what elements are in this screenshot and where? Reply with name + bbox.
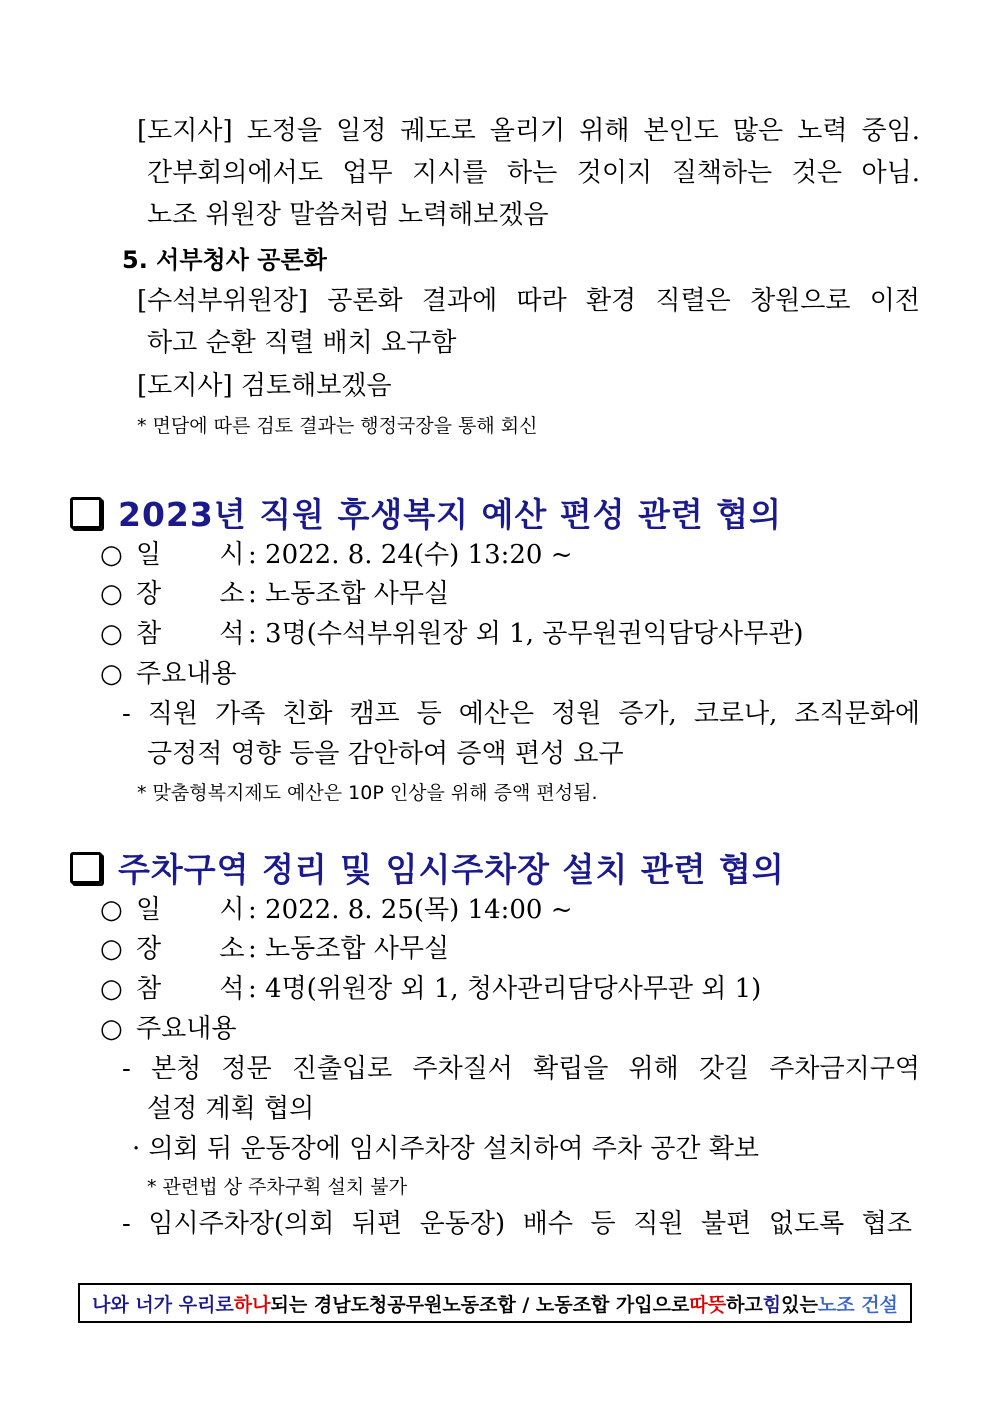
circle-bullet-icon: ○ (100, 934, 123, 964)
place-value: : 노동조합 사무실 (248, 579, 450, 609)
attendees-label: 참 석 (136, 619, 245, 649)
slogan-part-7: 있는 (781, 1293, 818, 1316)
place-label: 장 소 (136, 934, 245, 964)
intro-line-1: [도지사] 도정을 일정 궤도로 올리기 위해 본인도 많은 노력 중임. (137, 116, 920, 146)
section-1-main-row (100, 657, 236, 691)
circle-bullet-icon: ○ (100, 540, 123, 570)
checkbox-square-icon (70, 497, 102, 529)
circle-bullet-icon: ○ (100, 659, 123, 689)
section-2-heading (70, 844, 785, 891)
section-1-note: * 맞춤형복지제도 예산은 10P 인상을 위해 증액 편성됨. (137, 782, 598, 804)
date-value: : 2022. 8. 25(목) 14:00 ~ (248, 895, 573, 925)
section-2-title: 주차구역 정리 및 임시주차장 설치 관련 협의 (118, 850, 785, 889)
item-5-title: 5. 서부청사 공론화 (122, 246, 327, 274)
intro-line-4: [수석부위원장] 공론화 결과에 따라 환경 직렬은 창원으로 이전 (137, 286, 920, 316)
section-2-place-row (100, 932, 449, 966)
section-2-date-row (100, 893, 573, 927)
section-1-place-row (100, 577, 449, 611)
slogan-part-1: 나와 너가 우리로 (92, 1293, 234, 1316)
section-2-dash-1b: 설정 계획 협의 (147, 1094, 315, 1124)
main-content-label: 주요내용 (136, 659, 237, 689)
section-1-heading (70, 489, 782, 536)
circle-bullet-icon: ○ (100, 974, 123, 1004)
footer-slogan (78, 1283, 912, 1323)
slogan-part-2: 하나 (233, 1293, 271, 1316)
section-2-dot-1: · 의회 뒤 운동장에 임시주차장 설치하여 주차 공간 확보 (132, 1134, 759, 1164)
intro-line-2: 간부회의에서도 업무 지시를 하는 것이지 질책하는 것은 아님. (147, 158, 920, 188)
attendees-value: : 3명(수석부위원장 외 1, 공무원권익담당사무관) (248, 619, 804, 649)
checkbox-square-icon (70, 852, 102, 884)
circle-bullet-icon: ○ (100, 1014, 123, 1044)
section-2-attendees-row (100, 972, 761, 1006)
slogan-part-3: 되는 경남도청공무원노동조합 / 노동조합 가입으로 (270, 1293, 690, 1316)
place-value: : 노동조합 사무실 (248, 934, 450, 964)
section-2-note: * 관련법 상 주차구획 설치 불가 (147, 1176, 407, 1198)
circle-bullet-icon: ○ (100, 895, 123, 925)
section-2-main-row (100, 1012, 236, 1046)
main-content-label: 주요내용 (136, 1014, 237, 1044)
attendees-value: : 4명(위원장 외 1, 청사관리담당사무관 외 1) (248, 974, 762, 1004)
section-2-dash-1a: - 본청 정문 진출입로 주차질서 확립을 위해 갓길 주차금지구역 (122, 1054, 920, 1084)
slogan-part-8: 노조 건설 (817, 1293, 898, 1316)
section-1-attendees-row (100, 617, 804, 651)
section-2-dash-2: - 임시주차장(의회 뒤편 운동장) 배수 등 직원 불편 없도록 협조 (122, 1209, 912, 1239)
intro-line-3: 노조 위원장 말씀처럼 노력해보겠음 (147, 200, 549, 230)
date-label: 일 시 (136, 895, 245, 925)
slogan-part-5: 하고 (726, 1293, 763, 1316)
circle-bullet-icon: ○ (100, 619, 123, 649)
section-1-title: 2023년 직원 후생복지 예산 편성 관련 협의 (118, 495, 782, 534)
place-label: 장 소 (136, 579, 245, 609)
section-1-date-row (100, 538, 573, 572)
intro-line-6: [도지사] 검토해보겠음 (137, 371, 392, 401)
attendees-label: 참 석 (136, 974, 245, 1004)
date-label: 일 시 (136, 540, 245, 570)
date-value: : 2022. 8. 24(수) 13:20 ~ (248, 540, 573, 570)
slogan-part-4: 따뜻 (689, 1293, 727, 1316)
intro-note: * 면담에 따른 검토 결과는 행정국장을 통해 회신 (137, 415, 538, 437)
section-1-dash-1a: - 직원 가족 친화 캠프 등 예산은 정원 증가, 코로나, 조직문화에 (122, 699, 920, 729)
circle-bullet-icon: ○ (100, 579, 123, 609)
intro-line-5: 하고 순환 직렬 배치 요구함 (147, 328, 457, 358)
slogan-part-6: 힘 (762, 1293, 782, 1316)
section-1-dash-1b: 긍정적 영향 등을 감안하여 증액 편성 요구 (147, 739, 624, 769)
